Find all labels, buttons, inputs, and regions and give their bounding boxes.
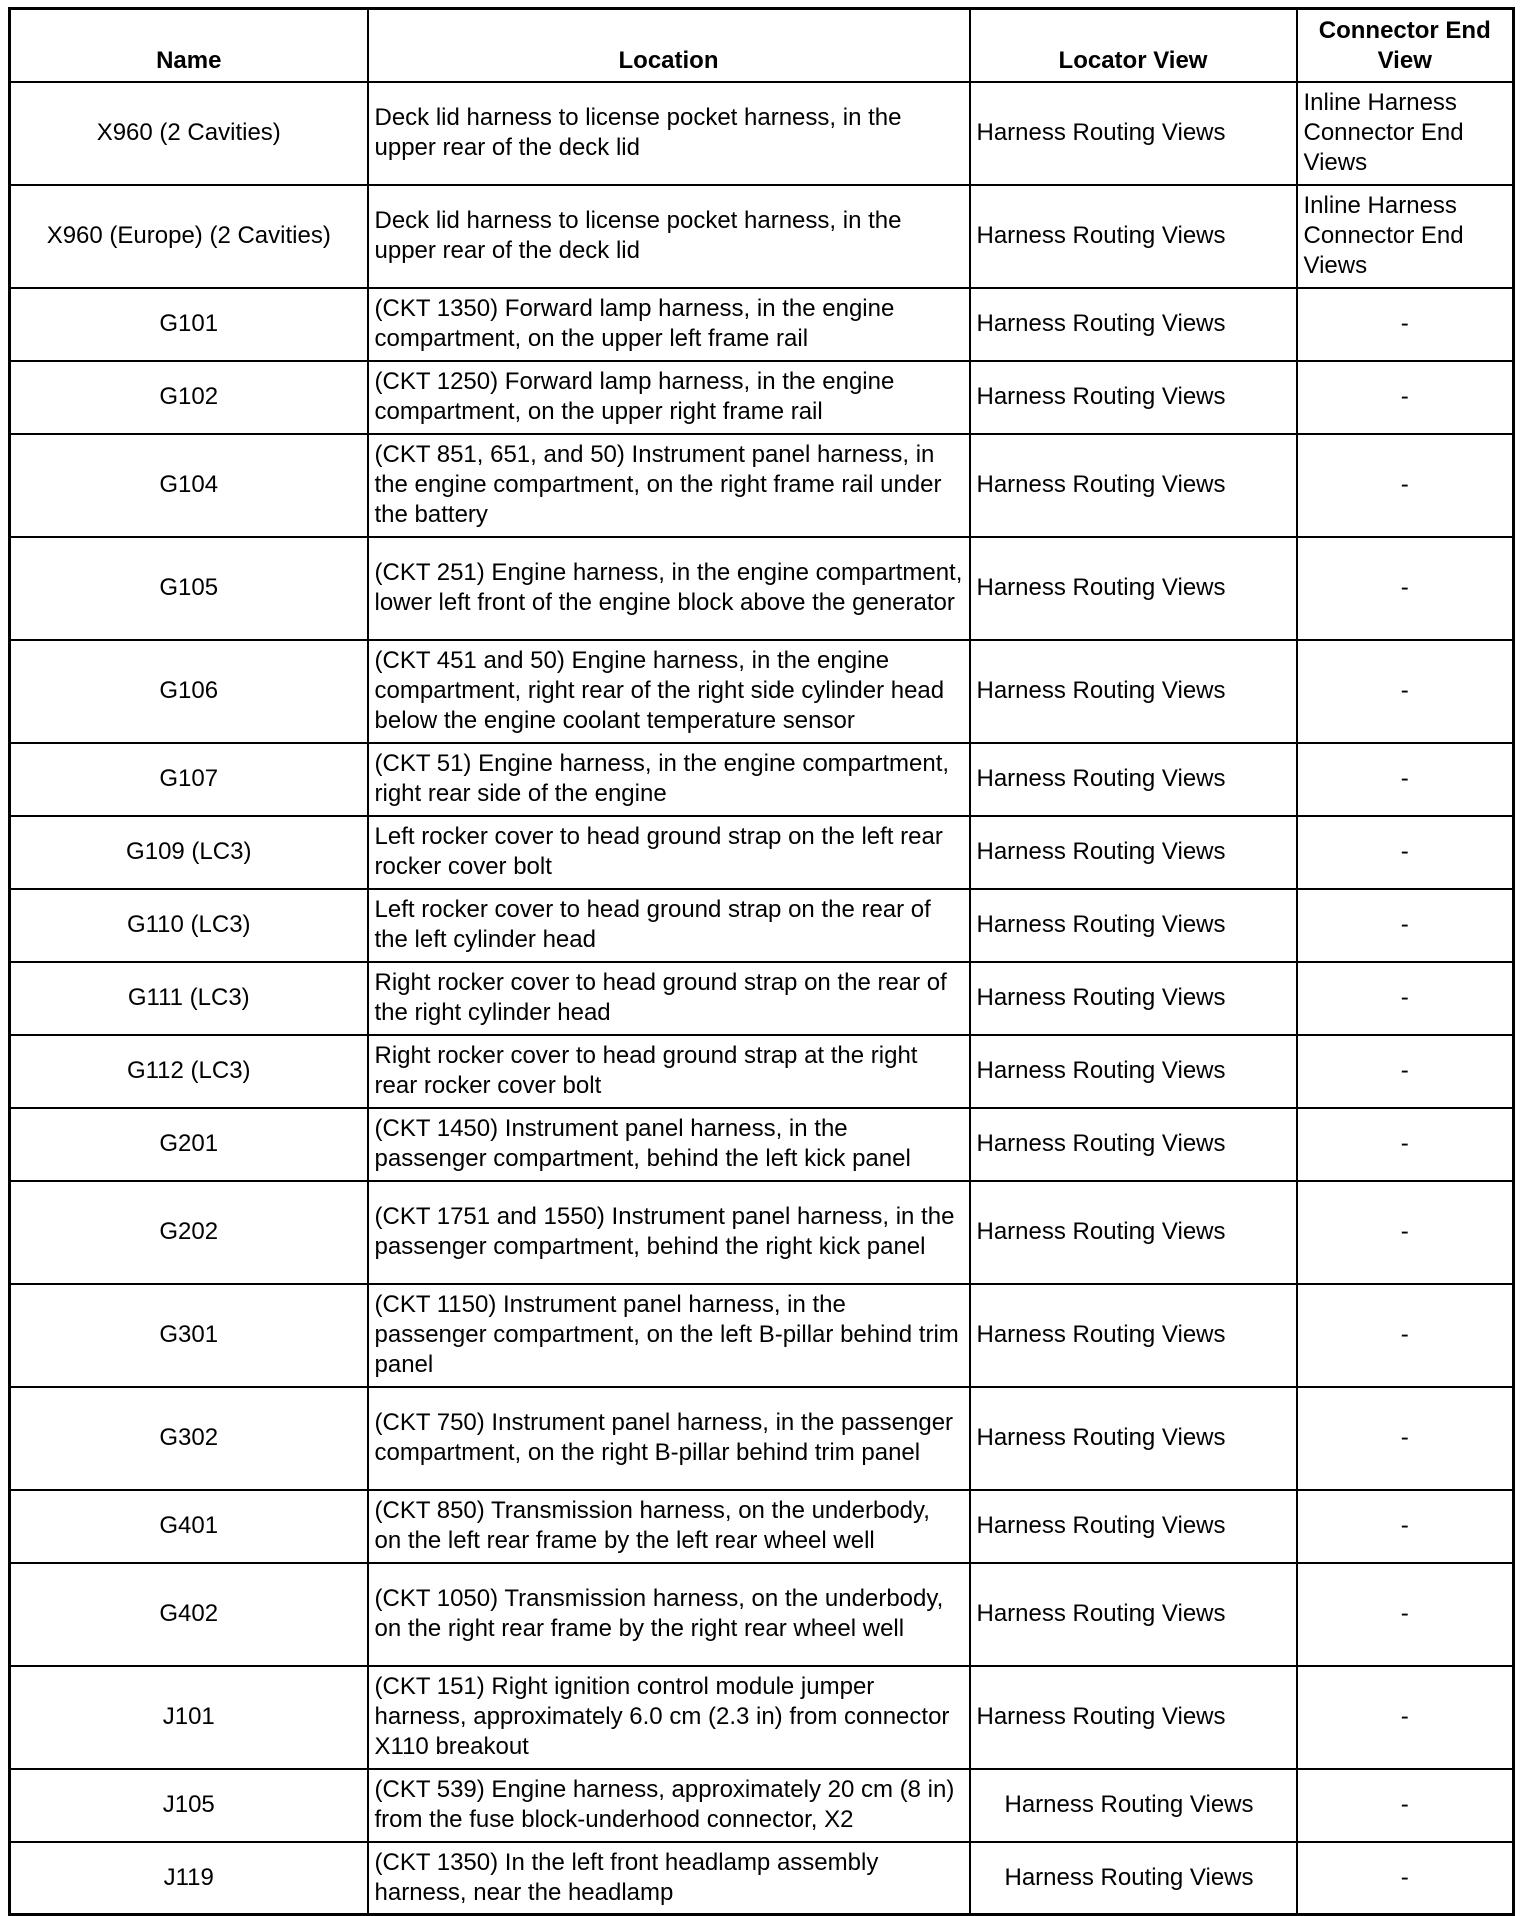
cell-locator-view-link[interactable]: Harness Routing Views	[970, 288, 1297, 361]
header-row	[10, 9, 1514, 82]
cell-locator-view-link[interactable]: Harness Routing Views	[970, 743, 1297, 816]
cell-name: G402	[10, 1563, 368, 1666]
cell-connector-end-view: -	[1297, 1563, 1514, 1666]
cell-locator-view-link[interactable]: Harness Routing Views	[970, 1490, 1297, 1563]
cell-locator-view-link[interactable]: Harness Routing Views	[970, 1284, 1297, 1387]
cell-connector-end-view: -	[1297, 640, 1514, 743]
cell-locator-view-link[interactable]: Harness Routing Views	[970, 1769, 1297, 1842]
header-name: Name	[10, 9, 368, 82]
table-row	[10, 82, 1514, 185]
table-row	[10, 537, 1514, 640]
cell-connector-end-view: -	[1297, 1666, 1514, 1769]
table-row	[10, 185, 1514, 288]
table-row	[10, 1769, 1514, 1842]
cell-name: J119	[10, 1842, 368, 1915]
cell-location: (CKT 251) Engine harness, in the engine compartment, lower left front of the engine block above the generator	[368, 537, 970, 640]
cell-connector-end-view: -	[1297, 288, 1514, 361]
cell-name: G111 (LC3)	[10, 962, 368, 1035]
cell-location: Left rocker cover to head ground strap on the rear of the left cylinder head	[368, 889, 970, 962]
table-row	[10, 1035, 1514, 1108]
cell-locator-view-link[interactable]: Harness Routing Views	[970, 537, 1297, 640]
cell-connector-end-view: -	[1297, 889, 1514, 962]
cell-location: (CKT 451 and 50) Engine harness, in the engine compartment, right rear of the right side cylinder head below the engine coolant temperature sensor	[368, 640, 970, 743]
cell-location: (CKT 151) Right ignition control module jumper harness, approximately 6.0 cm (2.3 in) from connector X110 breakout	[368, 1666, 970, 1769]
table-row	[10, 1842, 1514, 1915]
cell-name: X960 (Europe) (2 Cavities)	[10, 185, 368, 288]
table-row	[10, 361, 1514, 434]
cell-location: Deck lid harness to license pocket harness, in the upper rear of the deck lid	[368, 82, 970, 185]
cell-location: (CKT 1050) Transmission harness, on the underbody, on the right rear frame by the right rear wheel well	[368, 1563, 970, 1666]
cell-name: G105	[10, 537, 368, 640]
cell-locator-view-link[interactable]: Harness Routing Views	[970, 1108, 1297, 1181]
connector-location-table	[8, 7, 1515, 1916]
cell-connector-end-view: -	[1297, 1490, 1514, 1563]
cell-locator-view-link[interactable]: Harness Routing Views	[970, 82, 1297, 185]
table-row	[10, 434, 1514, 537]
cell-name: G107	[10, 743, 368, 816]
cell-connector-end-view: -	[1297, 962, 1514, 1035]
cell-locator-view-link[interactable]: Harness Routing Views	[970, 361, 1297, 434]
cell-connector-end-view: -	[1297, 1035, 1514, 1108]
table-row	[10, 1284, 1514, 1387]
cell-name: G102	[10, 361, 368, 434]
cell-connector-end-view: -	[1297, 1842, 1514, 1915]
header-location: Location	[368, 9, 970, 82]
table-row	[10, 1666, 1514, 1769]
header-locator-view: Locator View	[970, 9, 1297, 82]
cell-connector-end-view-link[interactable]: Inline Harness Connector End Views	[1297, 185, 1514, 288]
cell-name: G201	[10, 1108, 368, 1181]
cell-locator-view-link[interactable]: Harness Routing Views	[970, 185, 1297, 288]
cell-locator-view-link[interactable]: Harness Routing Views	[970, 434, 1297, 537]
cell-name: G104	[10, 434, 368, 537]
cell-locator-view-link[interactable]: Harness Routing Views	[970, 1387, 1297, 1490]
table-row	[10, 1563, 1514, 1666]
table-row	[10, 1490, 1514, 1563]
cell-name: G110 (LC3)	[10, 889, 368, 962]
cell-name: G301	[10, 1284, 368, 1387]
cell-location: (CKT 1350) Forward lamp harness, in the engine compartment, on the upper left frame rail	[368, 288, 970, 361]
cell-location: (CKT 1250) Forward lamp harness, in the engine compartment, on the upper right frame rail	[368, 361, 970, 434]
cell-location: Deck lid harness to license pocket harness, in the upper rear of the deck lid	[368, 185, 970, 288]
cell-connector-end-view: -	[1297, 1108, 1514, 1181]
cell-name: G101	[10, 288, 368, 361]
table-row	[10, 640, 1514, 743]
cell-name: G112 (LC3)	[10, 1035, 368, 1108]
table-row	[10, 1108, 1514, 1181]
cell-location: (CKT 539) Engine harness, approximately 20 cm (8 in) from the fuse block-underhood connector, X2	[368, 1769, 970, 1842]
cell-location: (CKT 851, 651, and 50) Instrument panel harness, in the engine compartment, on the right frame rail under the battery	[368, 434, 970, 537]
cell-connector-end-view: -	[1297, 1284, 1514, 1387]
cell-name: X960 (2 Cavities)	[10, 82, 368, 185]
cell-locator-view-link[interactable]: Harness Routing Views	[970, 962, 1297, 1035]
cell-location: (CKT 1150) Instrument panel harness, in the passenger compartment, on the left B-pillar behind trim panel	[368, 1284, 970, 1387]
table-row	[10, 889, 1514, 962]
table-row	[10, 1181, 1514, 1284]
cell-location: (CKT 1751 and 1550) Instrument panel harness, in the passenger compartment, behind the right kick panel	[368, 1181, 970, 1284]
cell-name: G401	[10, 1490, 368, 1563]
cell-connector-end-view-link[interactable]: Inline Harness Connector End Views	[1297, 82, 1514, 185]
cell-locator-view-link[interactable]: Harness Routing Views	[970, 889, 1297, 962]
cell-locator-view-link[interactable]: Harness Routing Views	[970, 640, 1297, 743]
cell-connector-end-view: -	[1297, 1387, 1514, 1490]
cell-connector-end-view: -	[1297, 537, 1514, 640]
cell-connector-end-view: -	[1297, 434, 1514, 537]
cell-location: (CKT 1350) In the left front headlamp assembly harness, near the headlamp	[368, 1842, 970, 1915]
cell-location: (CKT 850) Transmission harness, on the underbody, on the left rear frame by the left rear wheel well	[368, 1490, 970, 1563]
cell-name: J105	[10, 1769, 368, 1842]
table-row	[10, 962, 1514, 1035]
cell-location: (CKT 750) Instrument panel harness, in the passenger compartment, on the right B-pillar behind trim panel	[368, 1387, 970, 1490]
cell-connector-end-view: -	[1297, 816, 1514, 889]
cell-location: Left rocker cover to head ground strap on the left rear rocker cover bolt	[368, 816, 970, 889]
cell-location: (CKT 1450) Instrument panel harness, in the passenger compartment, behind the left kick panel	[368, 1108, 970, 1181]
table-row	[10, 1387, 1514, 1490]
table-row	[10, 288, 1514, 361]
cell-connector-end-view: -	[1297, 361, 1514, 434]
cell-name: G109 (LC3)	[10, 816, 368, 889]
cell-locator-view-link[interactable]: Harness Routing Views	[970, 816, 1297, 889]
cell-location: Right rocker cover to head ground strap at the right rear rocker cover bolt	[368, 1035, 970, 1108]
cell-locator-view-link[interactable]: Harness Routing Views	[970, 1181, 1297, 1284]
cell-locator-view-link[interactable]: Harness Routing Views	[970, 1035, 1297, 1108]
cell-connector-end-view: -	[1297, 1769, 1514, 1842]
cell-locator-view-link[interactable]: Harness Routing Views	[970, 1666, 1297, 1769]
cell-locator-view-link[interactable]: Harness Routing Views	[970, 1842, 1297, 1915]
cell-location: (CKT 51) Engine harness, in the engine compartment, right rear side of the engine	[368, 743, 970, 816]
cell-name: G302	[10, 1387, 368, 1490]
cell-connector-end-view: -	[1297, 743, 1514, 816]
table-row	[10, 743, 1514, 816]
cell-name: G106	[10, 640, 368, 743]
cell-location: Right rocker cover to head ground strap on the rear of the right cylinder head	[368, 962, 970, 1035]
cell-name: G202	[10, 1181, 368, 1284]
cell-name: J101	[10, 1666, 368, 1769]
header-connector-end-view: Connector End View	[1297, 9, 1514, 82]
table-row	[10, 816, 1514, 889]
cell-locator-view-link[interactable]: Harness Routing Views	[970, 1563, 1297, 1666]
cell-connector-end-view: -	[1297, 1181, 1514, 1284]
